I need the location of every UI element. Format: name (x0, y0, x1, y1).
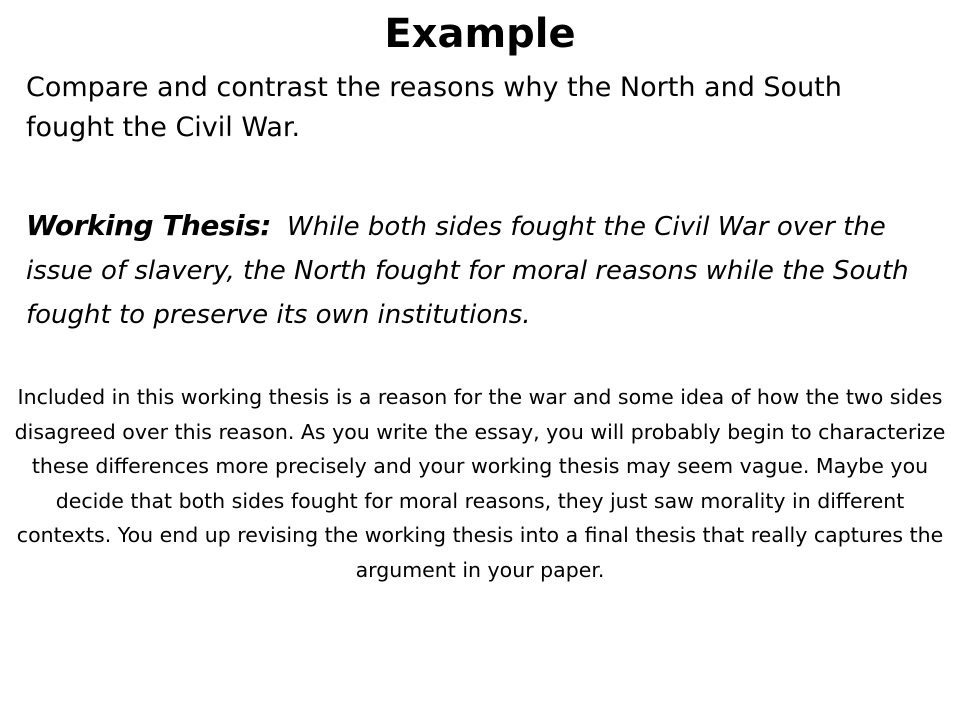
working-thesis-label: Working Thesis: (26, 209, 271, 242)
essay-prompt: Compare and contrast the reasons why the North and South fought the Civil War. (26, 72, 842, 143)
slide-title: Example (384, 11, 576, 57)
working-thesis-text: While both sides fought the Civil War over the issue of slavery, the North fought for moral reasons while the South fought to preserve its own institutions. (26, 212, 909, 330)
thesis-explanation: Included in this working thesis is a reason for the war and some idea of how the two sides disagreed over this reason. As you write the essay, you will probably begin to characterize these differences more precisely and your working thesis may seem vague. Maybe you decide that both sides fought for moral reasons, they just saw morality in different contexts. You end up revising the working thesis into a final thesis that really captures the argument in your paper. (14, 385, 946, 582)
working-thesis (26, 204, 938, 337)
